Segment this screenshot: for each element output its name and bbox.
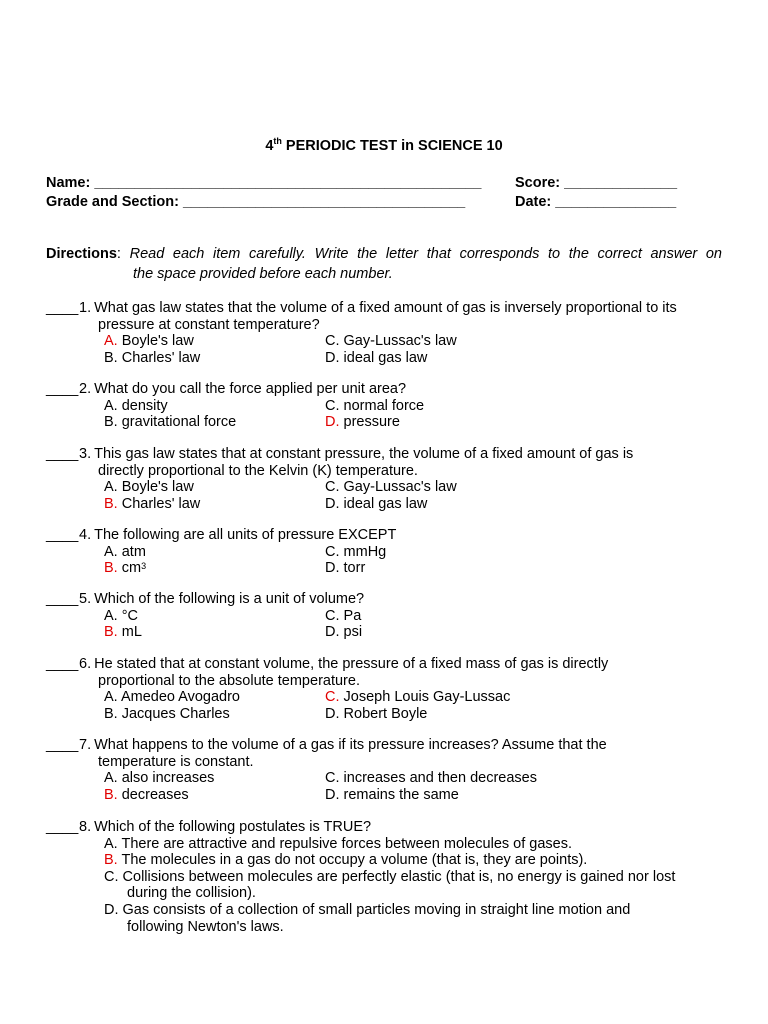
answer-blank[interactable]: ____ xyxy=(46,656,79,672)
option-text: ideal gas law xyxy=(343,349,428,366)
answer-blank[interactable]: ____ xyxy=(46,446,79,462)
option-d xyxy=(325,787,726,804)
option-letter: B. xyxy=(104,705,118,722)
option-d xyxy=(325,560,726,577)
option-letter: A. xyxy=(104,770,118,787)
option-letter: B. xyxy=(104,852,118,869)
option-b xyxy=(104,706,325,723)
option-letter: C. xyxy=(104,868,119,885)
option-letter: D. xyxy=(325,705,340,722)
option-letter: B. xyxy=(104,560,118,577)
question-stem xyxy=(46,737,726,754)
question-number: 3. xyxy=(79,446,92,462)
option-text: mL xyxy=(121,624,142,641)
option-letter: C. xyxy=(325,333,340,350)
option-text: mmHg xyxy=(343,543,387,560)
option-letter: A. xyxy=(104,479,118,496)
option-text: ideal gas law xyxy=(343,495,428,512)
option-letter: D. xyxy=(325,495,340,512)
option-text: cm xyxy=(121,560,142,577)
question-text: He stated that at constant volume, the pressure of a fixed mass of gas is directly xyxy=(94,656,609,672)
option-text: decreases xyxy=(121,786,189,803)
question-stem xyxy=(46,300,726,317)
directions-label: Directions xyxy=(46,246,117,262)
question-text: This gas law states that at constant pressure, the volume of a fixed amount of gas is xyxy=(94,446,634,462)
option-text: density xyxy=(121,397,168,414)
option-text: normal force xyxy=(343,397,425,414)
option-text: Robert Boyle xyxy=(343,705,428,722)
name-field[interactable]: Name: ________________________________________________ xyxy=(46,175,482,191)
question-5 xyxy=(46,591,726,641)
question-stem xyxy=(46,527,726,544)
question-1 xyxy=(46,300,726,366)
grade-section-field[interactable]: Grade and Section: ___________________________________ xyxy=(46,194,466,210)
option-c xyxy=(325,689,726,706)
answer-options xyxy=(46,544,726,577)
answer-blank[interactable]: ____ xyxy=(46,300,79,316)
option-text: torr xyxy=(343,560,366,577)
option-text: psi xyxy=(343,624,363,641)
title-number: 4 xyxy=(265,138,274,154)
option-letter: A. xyxy=(104,835,118,852)
question-text: Which of the following postulates is TRUE? xyxy=(94,819,372,835)
option-text: Amedeo Avogadro xyxy=(120,689,240,706)
option-c xyxy=(325,398,726,415)
option-letter: A. xyxy=(104,397,118,414)
option-superscript: 3 xyxy=(141,561,147,572)
option-letter: D. xyxy=(325,624,340,641)
option-b xyxy=(104,787,325,804)
option-letter: B. xyxy=(104,349,118,366)
answer-options xyxy=(46,608,726,641)
question-8 xyxy=(46,819,726,935)
answer-blank[interactable]: ____ xyxy=(46,381,79,397)
question-number: 5. xyxy=(79,591,92,607)
option-letter: A. xyxy=(104,543,118,560)
option-letter: D. xyxy=(104,901,119,918)
answer-options xyxy=(46,398,726,431)
option-letter: C. xyxy=(325,689,340,706)
option-text: gravitational force xyxy=(121,414,237,431)
question-number: 2. xyxy=(79,381,92,397)
question-number: 7. xyxy=(79,737,92,753)
option-letter: D. xyxy=(325,560,340,577)
directions xyxy=(46,244,722,284)
question-number: 8. xyxy=(79,819,92,835)
option-letter: C. xyxy=(325,770,340,787)
question-number: 1. xyxy=(79,300,92,316)
question-stem xyxy=(46,381,726,398)
option-d xyxy=(325,706,726,723)
answer-options xyxy=(46,333,726,366)
option-text: atm xyxy=(121,543,146,560)
option-b xyxy=(104,624,325,641)
answer-blank[interactable]: ____ xyxy=(46,591,79,607)
option-text: Gay-Lussac's law xyxy=(343,333,457,350)
directions-colon: : xyxy=(116,246,121,262)
option-letter: B. xyxy=(104,624,118,641)
question-stem xyxy=(46,819,726,836)
option-text-continued: following Newton's laws. xyxy=(127,918,284,935)
option-d xyxy=(325,624,726,641)
option-letter: C. xyxy=(325,607,340,624)
option-a xyxy=(104,608,325,625)
question-number: 6. xyxy=(79,656,92,672)
option-c xyxy=(325,770,726,787)
option-b xyxy=(104,414,325,431)
question-text-continued: temperature is constant. xyxy=(98,753,254,770)
option-a xyxy=(104,479,325,496)
option-d xyxy=(325,350,726,367)
option-a xyxy=(104,333,325,350)
question-text: Which of the following is a unit of volume? xyxy=(94,591,365,607)
question-7 xyxy=(46,737,726,803)
option-letter: B. xyxy=(104,786,118,803)
directions-text-1: Read each item carefully. Write the letter that corresponds to the correct answer on xyxy=(129,246,722,262)
option-c xyxy=(325,479,726,496)
option-text: Gay-Lussac's law xyxy=(343,479,457,496)
option-letter: A. xyxy=(104,333,118,350)
option-letter: C. xyxy=(325,543,340,560)
question-stem xyxy=(46,446,726,463)
option-letter: A. xyxy=(104,607,118,624)
question-3 xyxy=(46,446,726,512)
answer-options xyxy=(46,689,726,722)
test-title xyxy=(0,138,768,154)
option-b xyxy=(104,350,325,367)
question-text-continued: pressure at constant temperature? xyxy=(98,316,320,333)
title-text: PERIODIC TEST in SCIENCE 10 xyxy=(285,138,503,154)
answer-options xyxy=(46,479,726,512)
question-stem xyxy=(46,656,726,673)
answer-options xyxy=(46,770,726,803)
question-text-continued: directly proportional to the Kelvin (K) temperature. xyxy=(98,462,418,479)
option-text: also increases xyxy=(121,770,215,787)
option-text: There are attractive and repulsive forces between molecules of gases. xyxy=(121,835,573,852)
option-text: Jacques Charles xyxy=(121,705,230,722)
question-text: The following are all units of pressure EXCEPT xyxy=(94,527,397,543)
option-b xyxy=(104,560,325,577)
option-a xyxy=(46,836,726,853)
option-text: pressure xyxy=(343,414,400,431)
option-text: Charles' law xyxy=(121,349,201,366)
option-d xyxy=(325,496,726,513)
option-letter: D. xyxy=(325,786,340,803)
option-letter: B. xyxy=(104,495,118,512)
question-text: What do you call the force applied per unit area? xyxy=(94,381,407,397)
option-text: increases and then decreases xyxy=(343,770,537,787)
option-text: Joseph Louis Gay-Lussac xyxy=(343,689,511,706)
option-a xyxy=(104,398,325,415)
option-text: °C xyxy=(121,607,139,624)
question-text-continued: proportional to the absolute temperature. xyxy=(98,672,360,689)
answer-options xyxy=(46,836,726,936)
option-letter: D. xyxy=(325,414,340,431)
option-text: Boyle's law xyxy=(121,333,194,350)
option-letter: B. xyxy=(104,414,118,431)
option-letter: D. xyxy=(325,349,340,366)
option-text: Gas consists of a collection of small particles moving in straight line motion and xyxy=(122,901,631,918)
option-text: The molecules in a gas do not occupy a volume (that is, they are points). xyxy=(121,852,588,869)
title-ordinal: th xyxy=(273,136,282,146)
option-c xyxy=(325,608,726,625)
answer-blank[interactable]: ____ xyxy=(46,527,79,543)
option-letter: C. xyxy=(325,397,340,414)
option-text: Pa xyxy=(343,607,362,624)
option-a xyxy=(104,544,325,561)
option-letter: A. xyxy=(104,689,118,706)
directions-line-1 xyxy=(46,244,722,264)
question-text: What happens to the volume of a gas if its pressure increases? Assume that the xyxy=(94,737,607,753)
option-text: Charles' law xyxy=(121,495,201,512)
option-text: Collisions between molecules are perfectly elastic (that is, no energy is gained nor lost xyxy=(122,868,676,885)
directions-text-2: the space provided before each number. xyxy=(133,266,393,282)
option-b xyxy=(104,496,325,513)
option-d xyxy=(46,902,726,935)
option-d xyxy=(325,414,726,431)
date-field[interactable]: Date: _______________ xyxy=(515,194,677,210)
option-a xyxy=(104,770,325,787)
option-c xyxy=(325,333,726,350)
answer-blank[interactable]: ____ xyxy=(46,819,79,835)
option-c xyxy=(325,544,726,561)
question-4 xyxy=(46,527,726,577)
option-text: Boyle's law xyxy=(121,479,194,496)
question-6 xyxy=(46,656,726,722)
answer-blank[interactable]: ____ xyxy=(46,737,79,753)
option-c xyxy=(46,869,726,902)
option-b xyxy=(46,852,726,869)
score-field[interactable]: Score: ______________ xyxy=(515,175,678,191)
option-text: remains the same xyxy=(343,786,459,803)
question-stem xyxy=(46,591,726,608)
option-a xyxy=(104,689,325,706)
question-text: What gas law states that the volume of a fixed amount of gas is inversely proportional to its xyxy=(94,300,677,316)
option-text-continued: during the collision). xyxy=(127,885,256,902)
option-letter: C. xyxy=(325,479,340,496)
question-2 xyxy=(46,381,726,431)
question-number: 4. xyxy=(79,527,92,543)
